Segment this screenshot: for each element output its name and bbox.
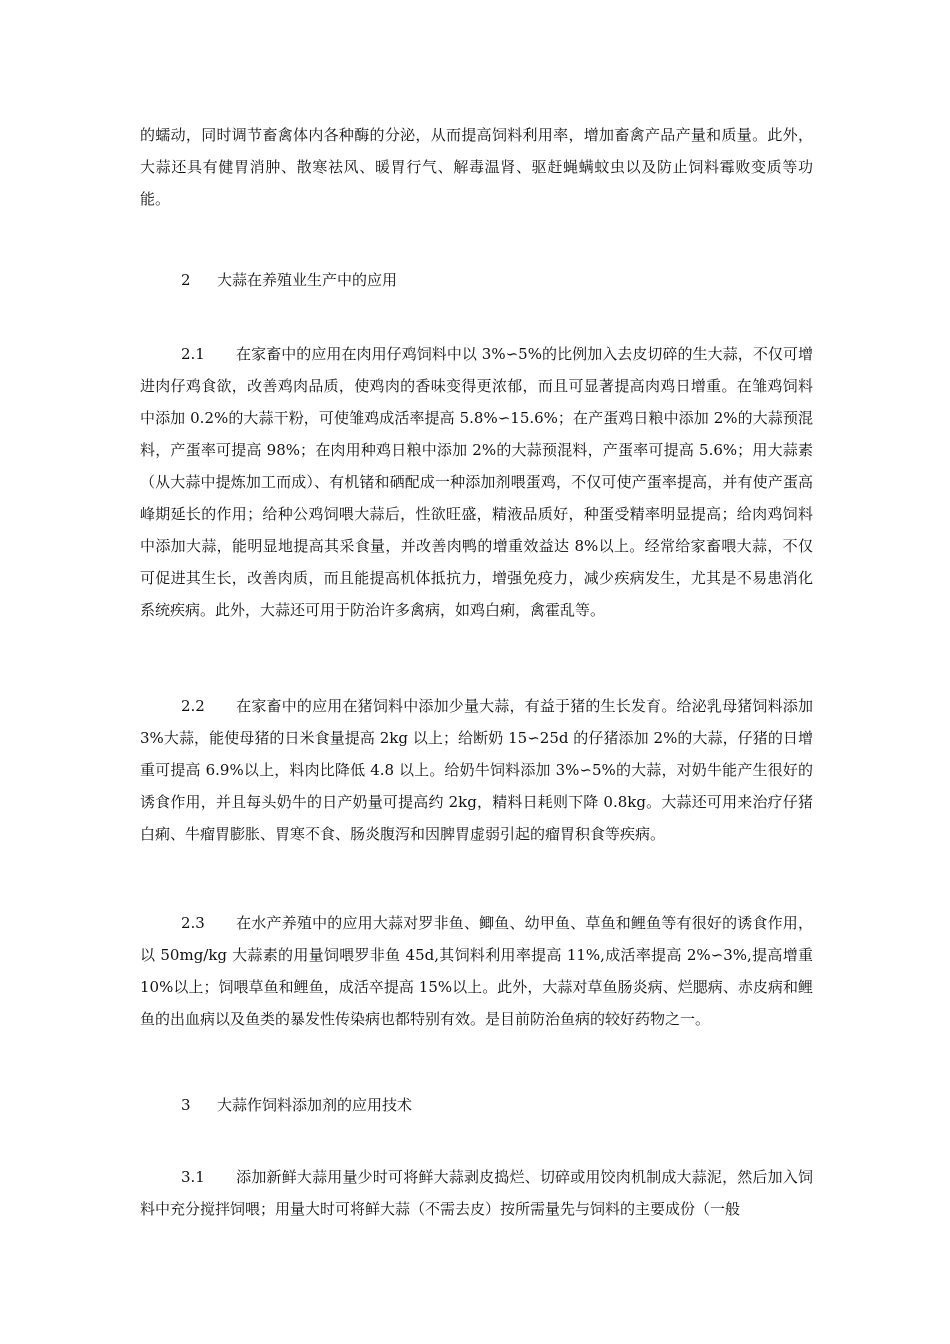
paragraph-text: 的蠕动，同时调节畜禽体内各种酶的分泌，从而提高饲料利用率，增加畜禽产品产量和质量。此外，大蒜还具有健胃消肿、散寒祛风、暖胃行气、解毒温肾、驱赶蝇螨蚊虫以及防止饲料霉败变质等功能。 xyxy=(140,126,813,208)
subsection-number: 3.1 xyxy=(181,1168,205,1186)
section-2-3-paragraph xyxy=(140,907,813,1035)
section-title: 大蒜在养殖业生产中的应用 xyxy=(217,271,398,289)
section-2-1-paragraph xyxy=(140,338,813,626)
section-number: 3 xyxy=(181,1096,191,1114)
section-3-1-paragraph xyxy=(140,1161,813,1225)
subsection-number: 2.2 xyxy=(181,697,205,715)
section-3-heading xyxy=(181,1089,412,1121)
section-number: 2 xyxy=(181,271,191,289)
paragraph-text: 在家畜中的应用在猪饲料中添加少量大蒜，有益于猪的生长发育。给泌乳母猪饲料添加 3%大蒜，能使母猪的日米食量提高 2kg 以上；给断奶 15∽25d 的仔猪添加 2%的大蒜，仔猪的日增重可提高 6.9%以上，料肉比降低 4.8 以上。给奶牛饲料添加 3%∽5%的大蒜，对奶牛能产生很好的诱食作用，并且每头奶牛的日产奶量可提高约 2kg，精料日耗则下降 0.8kg。大蒜还可用来治疗仔猪白痢、牛瘤胃膨胀、胃寒不食、肠炎腹泻和因脾胃虚弱引起的瘤胃积食等疾病。 xyxy=(140,697,813,843)
subsection-number: 2.1 xyxy=(181,345,205,363)
paragraph-text: 在家畜中的应用在肉用仔鸡饲料中以 3%∽5%的比例加入去皮切碎的生大蒜，不仅可增进肉仔鸡食欲，改善鸡肉品质，使鸡肉的香味变得更浓郁，而且可显著提高肉鸡日增重。在雏鸡饲料中添加 0.2%的大蒜干粉，可使雏鸡成活率提高 5.8%∽15.6%；在产蛋鸡日粮中添加 2%的大蒜预混料，产蛋率可提高 98%；在肉用种鸡日粮中添加 2%的大蒜预混料，产蛋率可提高 5.6%；用大蒜素（从大蒜中提炼加工而成）、有机锗和硒配成一种添加剂喂蛋鸡，不仅可使产蛋率提高，并有使产蛋高峰期延长的作用；给种公鸡饲喂大蒜后，性欲旺盛，精液品质好，种蛋受精率明显提高；给肉鸡饲料中添加大蒜，能明显地提高其采食量，并改善肉鸭的增重效益达 8%以上。经常给家畜喂大蒜，不仅可促进其生长，改善肉质，而且能提高机体抵抗力，增强免疫力，减少疾病发生，尤其是不易患消化系统疾病。此外，大蒜还可用于防治许多禽病，如鸡白痢，禽霍乱等。 xyxy=(140,345,813,619)
paragraph-text: 添加新鲜大蒜用量少时可将鲜大蒜剥皮捣烂、切碎或用饺肉机制成大蒜泥，然后加入饲料中充分搅拌饲喂；用量大时可将鲜大蒜（不需去皮）按所需量先与饲料的主要成份（一般 xyxy=(140,1168,813,1218)
intro-continuation-paragraph xyxy=(140,119,813,215)
section-2-2-paragraph xyxy=(140,690,813,850)
subsection-number: 2.3 xyxy=(181,914,205,932)
section-2-heading xyxy=(181,264,397,296)
section-title: 大蒜作饲料添加剂的应用技术 xyxy=(217,1096,413,1114)
paragraph-text: 在水产养殖中的应用大蒜对罗非鱼、鲫鱼、幼甲鱼、草鱼和鲤鱼等有很好的诱食作用，以 50mg/kg 大蒜素的用量饲喂罗非鱼 45d,其饲料利用率提高 11%,成活率提高 2%∽3%,提高增重 10%以上；饲喂草鱼和鲤鱼，成活卒提高 15%以上。此外，大蒜对草鱼肠炎病、烂腮病、赤皮病和鲤鱼的出血病以及鱼类的暴发性传染病也都特别有效。是目前防治鱼病的较好药物之一。 xyxy=(140,914,813,1028)
